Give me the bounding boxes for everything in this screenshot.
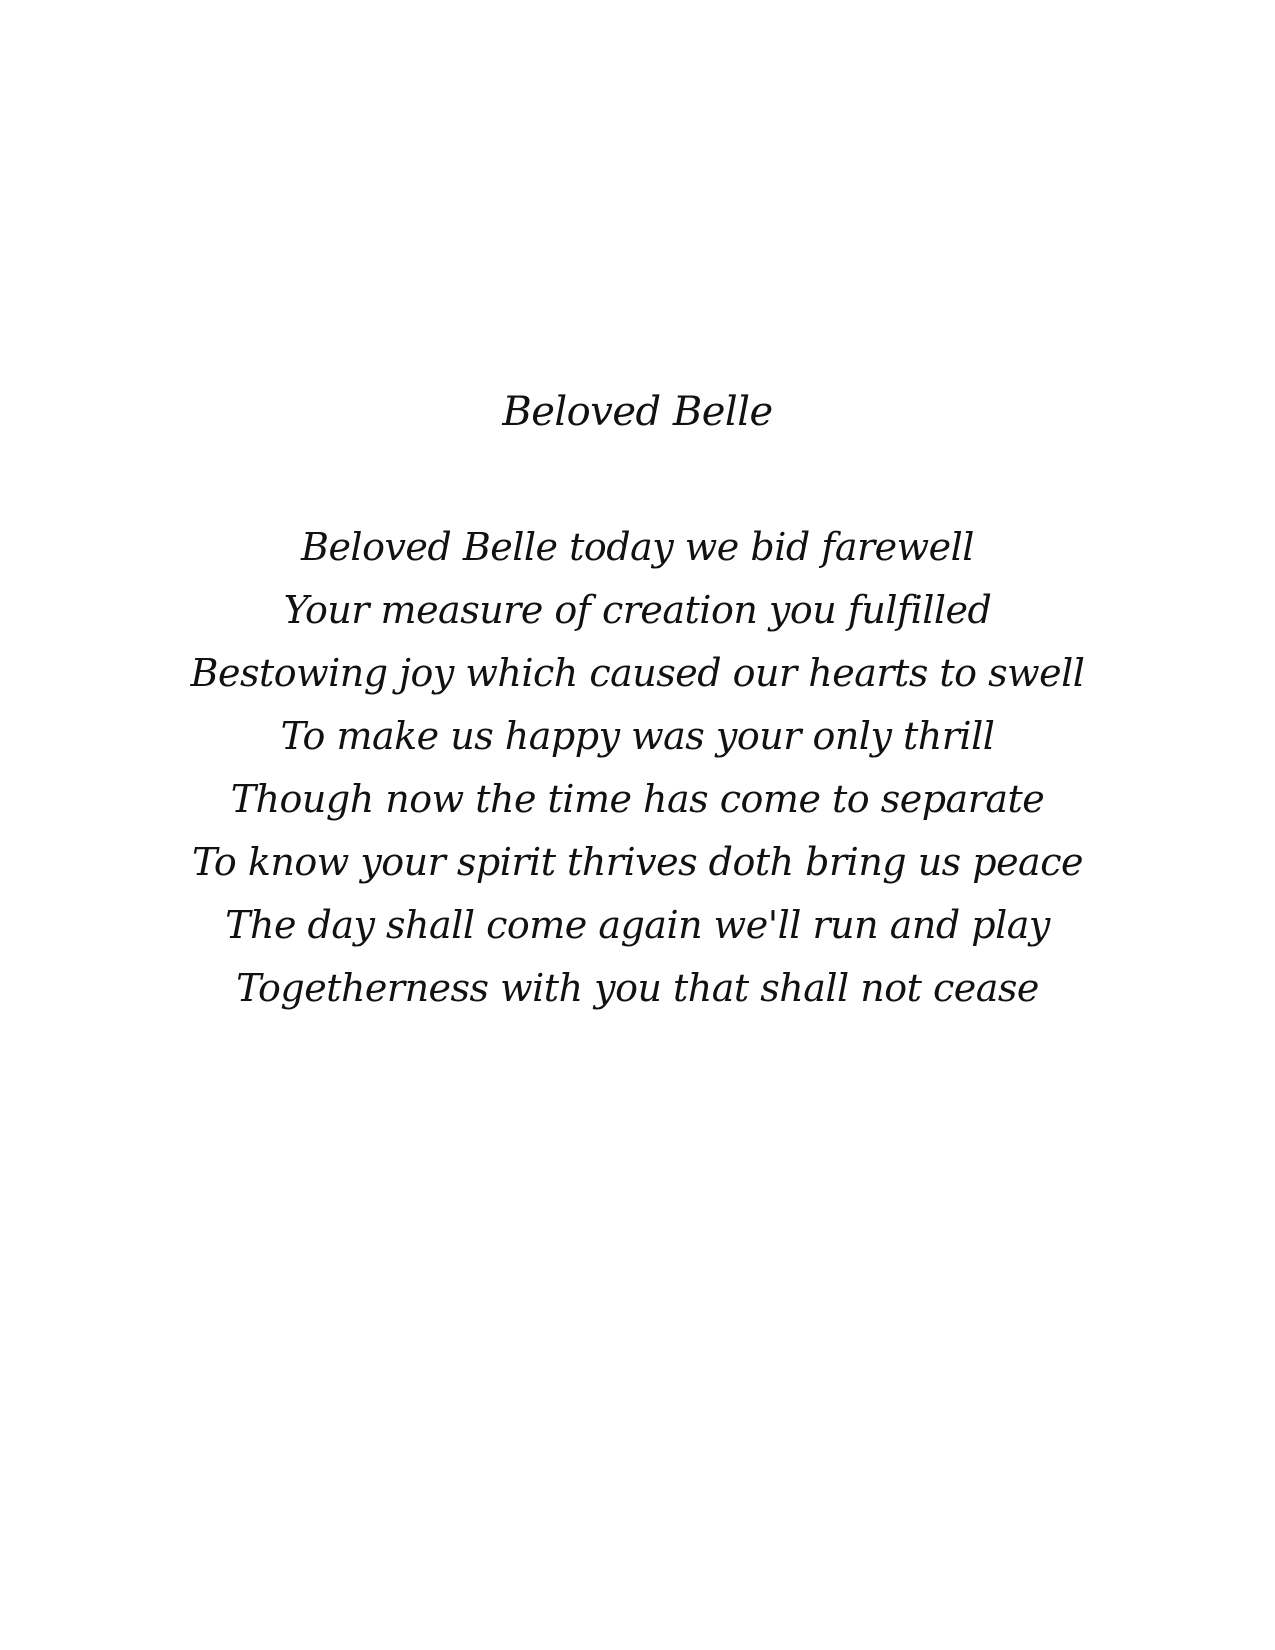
poem-line: Bestowing joy which caused our hearts to swell	[190, 651, 1085, 695]
poem-line: Though now the time has come to separate	[230, 777, 1045, 821]
poem-line: To know your spirit thrives doth bring us peace	[192, 840, 1083, 884]
poem-title: Beloved Belle	[502, 389, 773, 435]
poem-line: The day shall come again we'll run and play	[225, 903, 1050, 947]
poem	[0, 388, 1275, 1010]
poem-stanza	[0, 516, 1275, 1020]
poem-line: Your measure of creation you fulfilled	[283, 588, 992, 632]
poem-line: To make us happy was your only thrill	[280, 714, 995, 758]
poem-line: Togetherness with you that shall not cease	[236, 966, 1039, 1010]
poem-line: Beloved Belle today we bid farewell	[301, 525, 974, 569]
